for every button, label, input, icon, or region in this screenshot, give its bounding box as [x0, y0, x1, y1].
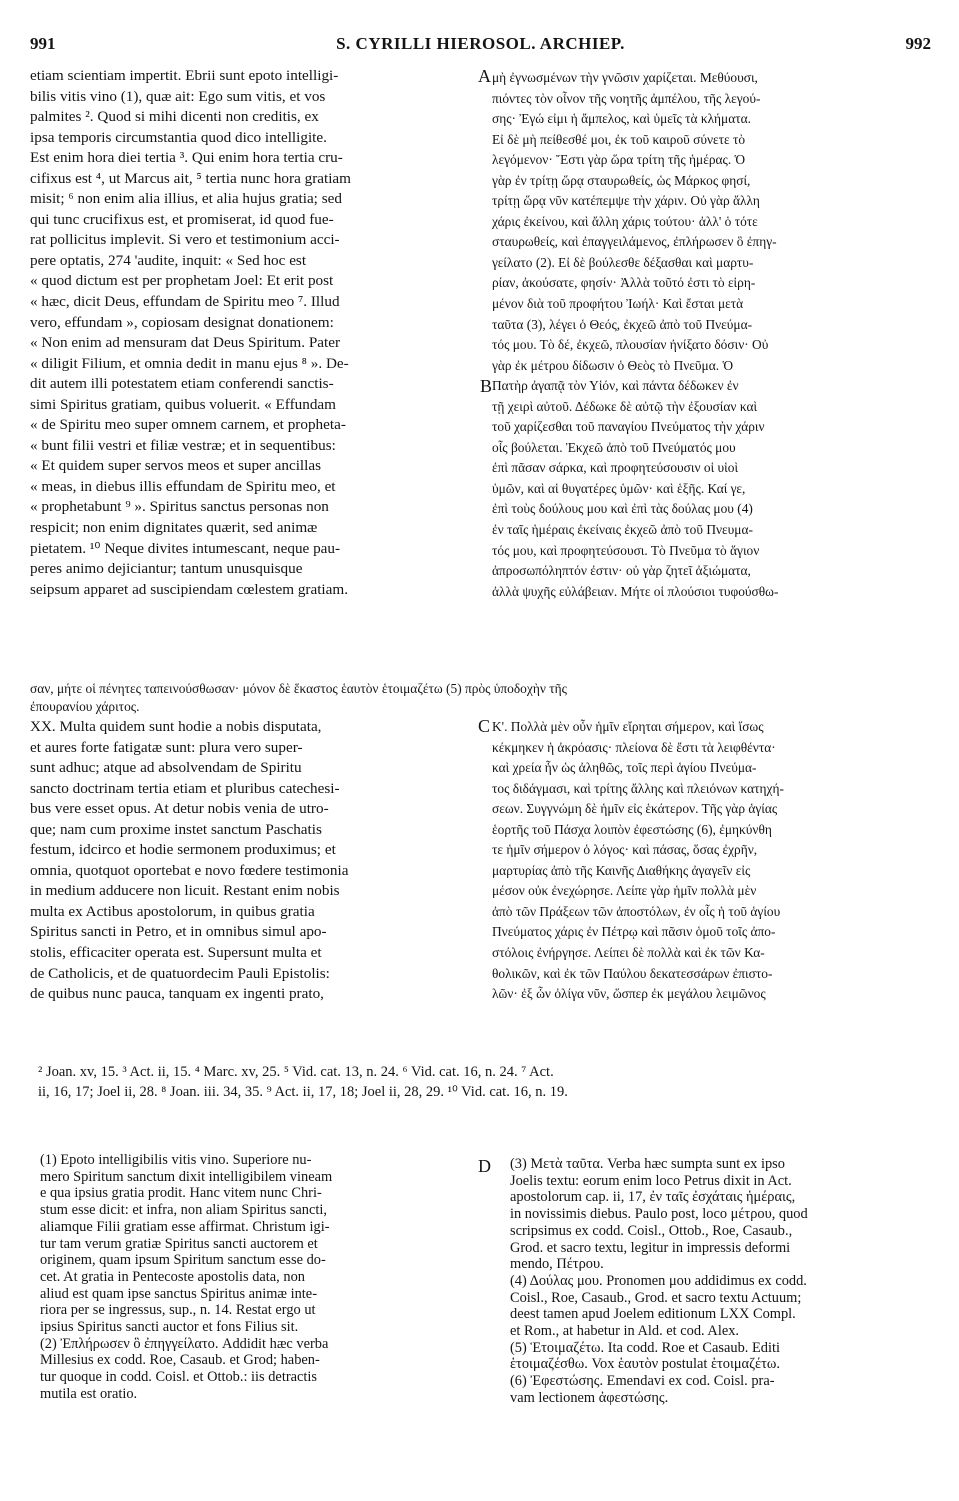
greek-text-line: Πατὴρ ἀγαπᾷ τὸν Υἱόν, καὶ πάντα δέδωκεν ἐν: [492, 378, 739, 394]
latin-text-line: de Catholicis, et de quatuordecim Pauli Epistolis:: [30, 964, 330, 982]
greek-text-line: μὴ ἐγνωσμένων τὴν γνῶσιν χαρίζεται. Μεθύουσι,: [492, 70, 758, 85]
footnote-line: apostolorum cap. ii, 17, ἐν ταῖς ἐσχάταις ἡμέραις,: [510, 1189, 796, 1206]
footnote-line: tur quoque in codd. Coisl. et Ottob.: iis detractis: [40, 1369, 317, 1386]
page-header: [30, 34, 931, 56]
scripture-references: [38, 1062, 930, 1102]
margin-marker-a: A: [478, 66, 491, 86]
latin-text-line: sunt adhuc; atque ad absolvendam de Spiritu: [30, 759, 302, 777]
footnote-line: et Rom., at habetur in Ald. et cod. Alex.: [510, 1323, 740, 1340]
footnote-line: (1) Epoto intelligibilis vitis vino. Superiore nu-: [40, 1152, 312, 1168]
margin-marker-d: D: [478, 1156, 491, 1176]
latin-text-line: « diligit Filium, et omnia dedit in manu ejus ⁸ ». De-: [30, 354, 349, 372]
footnotes-left: [40, 1152, 470, 1403]
greek-text-line: Πνεύματος χάρις ἐν Πέτρῳ καὶ πᾶσιν ὁμοῦ τοῖς ἀπο-: [492, 924, 776, 940]
page-number-right: 992: [905, 34, 931, 53]
latin-text-line: festum, idcirco et hodie sermonem produximus; et: [30, 841, 336, 859]
latin-text-line: palmites ². Quod si mihi dicenti non creditis, ex: [30, 108, 319, 126]
latin-text-line: pietatem. ¹⁰ Neque divites intumescant, neque pau-: [30, 539, 341, 557]
latin-text-line: in medium adducere non licuit. Restant enim nobis: [30, 882, 340, 900]
greek-text-line: λῶν· ἐξ ὧν ὀλίγα νῦν, ὥσπερ ἐκ μεγάλου λειμῶνος: [492, 986, 766, 1002]
footnote-line: aliamque Filii gratiam esse affirmat. Christum igi-: [40, 1218, 330, 1235]
latin-text-line: Spiritus sancti in Petro, et in omnibus simul apo-: [30, 923, 327, 941]
latin-text-line: « quod dictum est per prophetam Joel: Et erit post: [30, 272, 334, 290]
latin-text-line: « Et quidem super servos meos et super ancillas: [30, 457, 322, 475]
running-title: S. CYRILLI HIEROSOL. ARCHIEP.: [336, 34, 625, 53]
greek-text-line: θολικῶν, καὶ ἐκ τῶν Παύλου δεκατεσσάρων ἐπιστο-: [492, 965, 773, 981]
greek-text-line: γὰρ ἐκ μέτρου δίδωσιν ὁ Θεὸς τὸ Πνεῦμα. Ὁ: [492, 357, 734, 373]
footnote-line: cet. At gratia in Pentecoste apostolis data, non: [40, 1268, 305, 1285]
greek-column-1: [492, 68, 932, 602]
footnote-line: Joelis textu: eorum enim loco Petrus dixit in Act.: [510, 1172, 792, 1189]
greek-continuation-line: σαν, μήτε οἱ πένητες ταπεινούσθωσαν· μόνον δὲ ἕκαστος ἑαυτὸν ἑτοιμαζέτω (5) πρὸς ὑποδοχὴν τῆς: [30, 681, 567, 696]
footnote-line: in novissimis diebus. Paulo post, loco μέτρου, quod: [510, 1206, 808, 1223]
latin-column-2: [30, 717, 472, 1005]
footnote-line: mendo, Πέτρου.: [510, 1256, 604, 1273]
greek-continuation-line: ἐπουρανίου χάριτος.: [30, 699, 140, 714]
greek-text-line: τος διδάγμασι, καὶ τρίτης ἄλλης καὶ πλειόνων κατηχή-: [492, 780, 784, 796]
footnote-line: Millesius ex codd. Roe, Casaub. et Grod; haben-: [40, 1352, 320, 1369]
footnote-line: (3) Μετὰ ταῦτα. Verba hæc sumpta sunt ex ipso: [510, 1156, 785, 1172]
latin-text-line: ipsa temporis circumstantia quod dico intelligite.: [30, 128, 327, 146]
footnote-line: (2) Ἐπλήρωσεν ὃ ἐπηγγείλατο. Addidit hæc verba: [40, 1335, 329, 1352]
latin-text-line: respicit; non enim dignitates quærit, sed animæ: [30, 519, 318, 537]
latin-text-line: XX. Multa quidem sunt hodie a nobis disputata,: [30, 718, 322, 735]
greek-text-line: τός μου, καὶ προφητεύσουσι. Τὸ Πνεῦμα τὸ ἅγιον: [492, 542, 760, 558]
latin-text-line: omnia, quotquot oportebat e novo fœdere testimonia: [30, 861, 349, 879]
greek-continuation: [30, 680, 932, 716]
footnote-line: scripsimus ex codd. Coisl., Ottob., Roe, Casaub.,: [510, 1222, 793, 1239]
greek-text-line: κέκμηκεν ἡ ἀκρόασις· πλείονα δὲ ἔστι τὰ λειφθέντα·: [492, 739, 776, 755]
margin-marker-b: B: [480, 376, 493, 396]
greek-text-line: ἀπὸ τῶν Πράξεων τῶν ἀποστόλων, ἐν οἷς ἡ τοῦ ἁγίου: [492, 903, 781, 919]
latin-text-line: misit; ⁶ non enim alia illius, et alia hujus gratia; sed: [30, 190, 342, 208]
latin-text-line: peres animo dejiciantur; tantum unusquisque: [30, 560, 303, 578]
footnote-line: mero Spiritum sanctum dixit intelligibilem vineam: [40, 1168, 333, 1185]
greek-text-line: ταῦτα (3), λέγει ὁ Θεός, ἐκχεῶ ἀπὸ τοῦ Πνεύμα-: [492, 316, 753, 332]
greek-text-line: ἀλλὰ ψυχῆς εὐλάβειαν. Μήτε οἱ πλούσιοι τυφούσθω-: [492, 583, 779, 599]
footnote-line: vam lectionem ἀφεστώσης.: [510, 1389, 669, 1406]
greek-text-line: ἀπροσωπόληπτόν ἐστιν· οὐ γὰρ ζητεῖ ἀξιώματα,: [492, 563, 751, 579]
footnote-line: (4) Δούλας μου. Pronomen μου addidimus ex codd.: [510, 1272, 807, 1289]
latin-text-line: que; nam cum proxime instet sanctum Paschatis: [30, 820, 322, 838]
greek-text-line: πιόντες τὸν οἶνον τῆς νοητῆς ἀμπέλου, τῆς λεγού-: [492, 90, 761, 106]
footnote-line: Grod. et sacro textu, legitur in impressis deformi: [510, 1239, 791, 1256]
footnotes-right: [510, 1156, 930, 1407]
reference-line: ² Joan. xv, 15. ³ Act. ii, 15. ⁴ Marc. xv, 25. ⁵ Vid. cat. 13, n. 24. ⁶ Vid. cat. 16, n. 24. ⁷ Act.: [38, 1064, 554, 1080]
greek-text-line: τε ἡμῖν σήμερον ὁ λόγος· καὶ πάσας, ὅσας ἐχρῆν,: [492, 842, 758, 858]
latin-text-line: rat pollicitus implevit. Si vero et testimonium acci-: [30, 231, 340, 249]
greek-text-line: τός μου. Τὸ δέ, ἐκχεῶ, πλουσίαν ἠνίξατο δόσιν· Οὐ: [492, 337, 769, 353]
latin-text-line: multa ex Actibus apostolorum, in quibus gratia: [30, 902, 315, 920]
greek-text-line: μέσον οὐκ ἐνεχώρησε. Λείπε γὰρ ἡμῖν πολλὰ μὲν: [492, 883, 757, 899]
greek-text-line: σεων. Συγγνώμη δὲ ἡμῖν εἰς ἑκάτερον. Τῆς γὰρ ἁγίας: [492, 801, 778, 817]
latin-text-line: cifixus est ⁴, ut Marcus ait, ⁵ tertia nunc hora gratiam: [30, 169, 351, 187]
page-number-left: 991: [30, 34, 56, 53]
latin-text-line: simi Spiritus gratiam, quibus voluerit. « Effundam: [30, 395, 336, 413]
footnote-line: stum esse dicit: et infra, non aliam Spiritus sancti,: [40, 1202, 327, 1219]
footnote-line: ἑτοιμαζέσθω. Vox ἑαυτὸν postulat ἑτοιμαζέτω.: [510, 1356, 780, 1373]
footnote-line: originem, quam ipsum Spiritum sanctum esse do-: [40, 1252, 326, 1269]
greek-text-line: σταυρωθείς, καὶ ἐπαγγειλάμενος, ἐπλήρωσεν ὃ ἐπηγ-: [492, 234, 777, 250]
latin-text-line: pere optatis, 274 'audite, inquit: « Sed hoc est: [30, 251, 307, 269]
latin-text-line: bilis vitis vino (1), quæ ait: Ego sum vitis, et vos: [30, 87, 326, 105]
greek-text-line: τοῦ χαρίζεσθαι τοῦ παναγίου Πνεύματος τὴν χάριν: [492, 419, 765, 435]
latin-text-line: stolis, efficaciter operata est. Supersunt multa et: [30, 944, 322, 962]
greek-text-line: ἑορτῆς τοῦ Πάσχα λοιπὸν ἐφεστώσης (6), ἐμηκύνθη: [492, 821, 772, 837]
footnote-line: mutila est oratio.: [40, 1385, 138, 1402]
latin-text-line: « Non enim ad mensuram dat Deus Spiritum. Pater: [30, 334, 341, 352]
greek-text-line: Εἰ δὲ μὴ πείθεσθέ μοι, ἐκ τοῦ καιροῦ σύνετε τὸ: [492, 131, 746, 147]
greek-text-line: ἐπὶ τοὺς δούλους μου καὶ ἐπὶ τὰς δούλας μου (4): [492, 501, 753, 517]
greek-text-line: οἷς βούλεται. Ἐκχεῶ ἀπὸ τοῦ Πνεύματός μου: [492, 439, 736, 455]
margin-marker-c: C: [478, 716, 491, 736]
greek-text-line: τρίτῃ ὥρᾳ νῦν κατέπεμψε τὴν χάριν. Οὐ γὰρ ἄλλη: [492, 193, 760, 209]
greek-text-line: τῇ χειρὶ αὐτοῦ. Δέδωκε δὲ αὐτῷ τὴν ἐξουσίαν καὶ: [492, 398, 758, 414]
latin-text-line: « hæc, dicit Deus, effundam de Spiritu meo ⁷. Illud: [30, 293, 340, 311]
latin-text-line: de quibus nunc pauca, tanquam ex ingenti prato,: [30, 985, 324, 1003]
footnote-line: aliud est quam ipse sanctus Spiritus animæ inte-: [40, 1285, 317, 1302]
greek-text-line: λεγόμενον· Ἔστι γὰρ ὥρα τρίτη τῆς ἡμέρας. Ὁ: [492, 152, 746, 168]
greek-text-line: χάρις ἐκείνου, καὶ ἄλλη χάρις τούτου· ἀλλ' ὁ τότε: [492, 213, 758, 229]
greek-text-line: μαρτυρίας ἀπὸ τῆς Καινῆς Διαθήκης ἀγαγεῖν εἰς: [492, 862, 751, 878]
footnote-line: e qua ipsius gratia prodit. Hanc vitem nunc Chri-: [40, 1185, 322, 1202]
greek-text-line: μένον διὰ τοῦ προφήτου Ἰωήλ· Καὶ ἔσται μετὰ: [492, 296, 744, 312]
greek-text-line: Κ'. Πολλὰ μὲν οὖν ἡμῖν εἴρηται σήμερον, καὶ ἴσως: [492, 719, 764, 734]
footnote-line: (5) Ἑτοιμαζέτω. Ita codd. Roe et Casaub. Editi: [510, 1339, 780, 1356]
greek-text-line: γὰρ ἐν τρίτῃ ὥρᾳ σταυρωθείς, ὡς Μάρκος φησί,: [492, 172, 751, 188]
greek-text-line: ἐν ταῖς ἡμέραις ἐκείναις ἐκχεῶ ἀπὸ τοῦ Πνευμα-: [492, 522, 753, 538]
latin-text-line: « meas, in diebus illis effundam de Spiritu meo, et: [30, 477, 336, 495]
greek-text-line: γείλατο (2). Εἰ δὲ βούλεσθε δέξασθαι καὶ μαρτυ-: [492, 254, 754, 270]
latin-text-line: bus vere esset opus. At detur nobis venia de utro-: [30, 800, 329, 818]
latin-column-1: [30, 66, 472, 600]
latin-text-line: qui tunc crucifixus est, et promiserat, id quod fue-: [30, 210, 334, 228]
greek-text-line: ὑμῶν, καὶ αἱ θυγατέρες ὑμῶν· καὶ ἑξῆς. Καί γε,: [492, 480, 746, 496]
latin-text-line: et aures forte fatigatæ sunt: plura vero super-: [30, 738, 303, 756]
greek-text-line: καὶ χρεία ἦν ὡς ἀληθῶς, τοῖς περὶ ἁγίου Πνεύμα-: [492, 760, 757, 776]
footnote-line: riora per se ingressus, sup., n. 14. Restat ergo ut: [40, 1302, 316, 1319]
latin-text-line: « prophetabunt ⁹ ». Spiritus sanctus personas non: [30, 498, 329, 516]
greek-column-2: [492, 717, 932, 1005]
latin-text-line: sancto doctrinam tertia etiam et pluribus catechesi-: [30, 779, 340, 797]
greek-text-line: ἐπὶ πᾶσαν σάρκα, καὶ προφητεύσουσιν οἱ υἱοὶ: [492, 460, 739, 476]
footnote-line: ipsius Spiritus sancti auctor et fons Filius sit.: [40, 1319, 299, 1336]
footnote-line: deest tamen apud Joelem editionum LXX Compl.: [510, 1306, 796, 1323]
latin-text-line: Est enim hora diei tertia ³. Qui enim hora tertia cru-: [30, 149, 343, 167]
greek-text-line: ρίαν, ἀκούσατε, φησίν· Ἀλλὰ τοῦτό ἐστι τὸ εἰρη-: [492, 275, 756, 291]
footnote-line: (6) Ἐφεστώσης. Emendavi ex cod. Coisl. pra-: [510, 1373, 775, 1390]
latin-text-line: seipsum apparet ad suscipiendam cœlestem gratiam.: [30, 580, 348, 598]
latin-text-line: « bunt filii vestri et filiæ vestræ; et in sequentibus:: [30, 436, 336, 454]
latin-text-line: dit autem illi potestatem etiam conferendi sanctis-: [30, 375, 334, 393]
latin-text-line: vero, effundam », copiosam designat donationem:: [30, 313, 334, 331]
latin-text-line: etiam scientiam impertit. Ebrii sunt epoto intelligi-: [30, 67, 339, 84]
footnote-line: Coisl., Roe, Casaub., Grod. et sacro textu Actuum;: [510, 1289, 802, 1306]
greek-text-line: σης· Ἐγώ εἰμι ἡ ἄμπελος, καὶ ὑμεῖς τὰ κλήματα.: [492, 111, 751, 127]
latin-text-line: « de Spiritu meo super omnem carnem, et propheta-: [30, 416, 346, 434]
reference-line: ii, 16, 17; Joel ii, 28. ⁸ Joan. iii. 34, 35. ⁹ Act. ii, 17, 18; Joel ii, 28, 29. ¹⁰ Vid. cat. 16, n. 19.: [38, 1084, 568, 1100]
footnote-line: tur tam verum gratiæ Spiritus sancti auctorem et: [40, 1235, 318, 1252]
greek-text-line: στόλοις ἐνήργησε. Λείπει δὲ πολλὰ καὶ ἐκ τῶν Κα-: [492, 945, 765, 961]
